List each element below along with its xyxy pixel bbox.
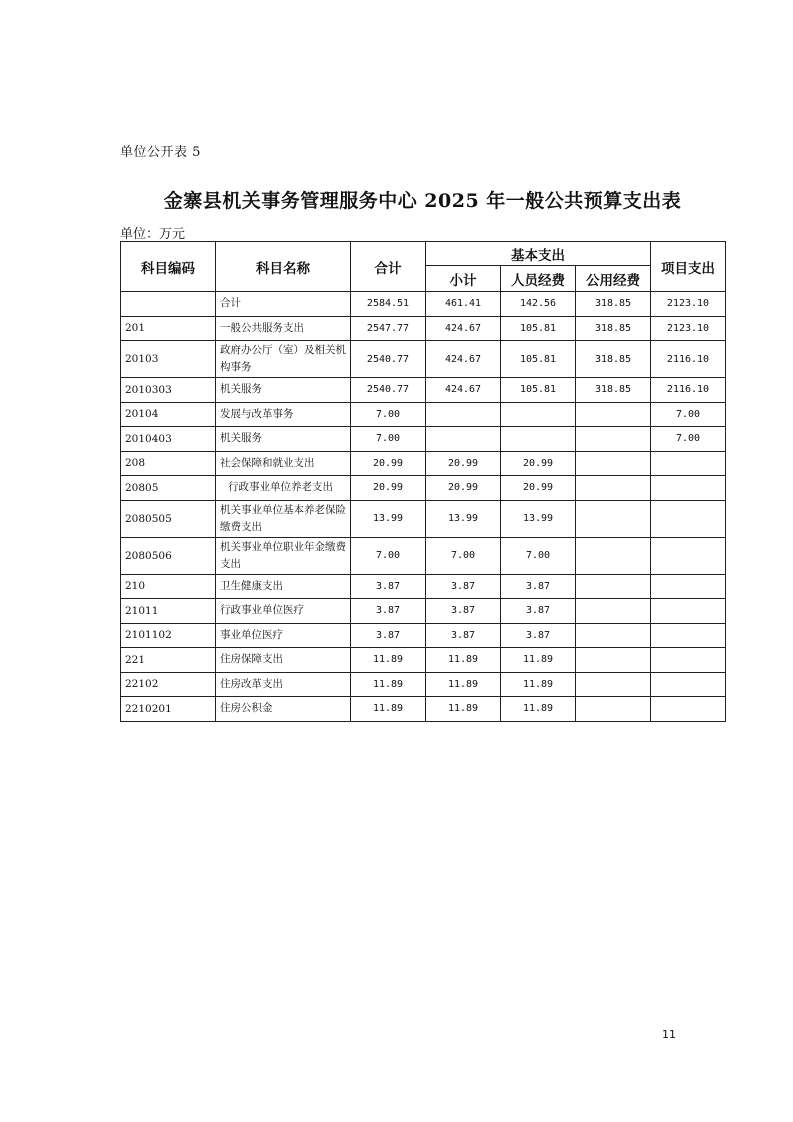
cell-public: [576, 402, 651, 427]
cell-name: 行政事业单位医疗: [216, 599, 351, 624]
cell-public: [576, 648, 651, 673]
cell-name: 住房公积金: [216, 697, 351, 722]
cell-code: 2080505: [121, 500, 216, 537]
cell-subtotal: [426, 402, 501, 427]
header-subtotal: 小计: [426, 266, 501, 292]
cell-personnel: 11.89: [501, 697, 576, 722]
cell-total: 3.87: [351, 599, 426, 624]
table-row: [121, 697, 726, 722]
cell-total: 7.00: [351, 537, 426, 574]
cell-total: 7.00: [351, 402, 426, 427]
cell-name: 政府办公厅（室）及相关机构事务: [216, 341, 351, 378]
cell-personnel: [501, 427, 576, 452]
table-row: [121, 574, 726, 599]
cell-name: 社会保障和就业支出: [216, 451, 351, 476]
cell-personnel: [501, 402, 576, 427]
cell-name: 事业单位医疗: [216, 623, 351, 648]
cell-name: 合计: [216, 292, 351, 317]
table-row: [121, 451, 726, 476]
cell-public: [576, 623, 651, 648]
unit-label: 单位：万元: [120, 227, 186, 242]
cell-public: [576, 476, 651, 501]
table-row: [121, 341, 726, 378]
cell-personnel: 105.81: [501, 341, 576, 378]
cell-project: 2116.10: [651, 378, 726, 403]
cell-project: 2116.10: [651, 341, 726, 378]
cell-code: 2080506: [121, 537, 216, 574]
cell-personnel: 20.99: [501, 476, 576, 501]
cell-personnel: 142.56: [501, 292, 576, 317]
cell-code: 21011: [121, 599, 216, 624]
cell-total: 7.00: [351, 427, 426, 452]
cell-total: 2547.77: [351, 316, 426, 341]
cell-subtotal: 424.67: [426, 378, 501, 403]
cell-total: 2584.51: [351, 292, 426, 317]
table-row: [121, 378, 726, 403]
cell-subtotal: 424.67: [426, 316, 501, 341]
table-body: [121, 292, 726, 722]
cell-personnel: 3.87: [501, 599, 576, 624]
cell-subtotal: [426, 427, 501, 452]
cell-code: 2010403: [121, 427, 216, 452]
cell-name: 机关事业单位职业年金缴费支出: [216, 537, 351, 574]
cell-name: 行政事业单位养老支出: [216, 476, 351, 501]
cell-code: 208: [121, 451, 216, 476]
cell-personnel: 3.87: [501, 574, 576, 599]
table-row: [121, 648, 726, 673]
table-row: [121, 427, 726, 452]
cell-subtotal: 7.00: [426, 537, 501, 574]
cell-personnel: 20.99: [501, 451, 576, 476]
cell-code: [121, 292, 216, 317]
cell-name: 机关服务: [216, 378, 351, 403]
cell-public: [576, 697, 651, 722]
cell-project: 7.00: [651, 402, 726, 427]
cell-code: 20805: [121, 476, 216, 501]
cell-name: 住房保障支出: [216, 648, 351, 673]
cell-code: 2010303: [121, 378, 216, 403]
cell-personnel: 7.00: [501, 537, 576, 574]
cell-public: [576, 427, 651, 452]
table-row: [121, 599, 726, 624]
cell-total: 20.99: [351, 451, 426, 476]
cell-code: 210: [121, 574, 216, 599]
cell-project: [651, 697, 726, 722]
cell-project: 2123.10: [651, 292, 726, 317]
cell-public: [576, 537, 651, 574]
table-row: [121, 500, 726, 537]
cell-project: [651, 574, 726, 599]
cell-subtotal: 20.99: [426, 451, 501, 476]
cell-code: 22102: [121, 672, 216, 697]
cell-project: 7.00: [651, 427, 726, 452]
table-row: [121, 672, 726, 697]
cell-public: [576, 500, 651, 537]
cell-subtotal: 20.99: [426, 476, 501, 501]
cell-total: 13.99: [351, 500, 426, 537]
cell-name: 住房改革支出: [216, 672, 351, 697]
cell-subtotal: 11.89: [426, 648, 501, 673]
cell-total: 11.89: [351, 672, 426, 697]
cell-public: [576, 599, 651, 624]
cell-total: 11.89: [351, 697, 426, 722]
cell-project: [651, 537, 726, 574]
cell-personnel: 11.89: [501, 648, 576, 673]
cell-subtotal: 3.87: [426, 574, 501, 599]
cell-public: 318.85: [576, 316, 651, 341]
cell-code: 2210201: [121, 697, 216, 722]
cell-name: 机关服务: [216, 427, 351, 452]
cell-total: 11.89: [351, 648, 426, 673]
cell-personnel: 11.89: [501, 672, 576, 697]
cell-public: [576, 451, 651, 476]
cell-code: 2101102: [121, 623, 216, 648]
cell-code: 201: [121, 316, 216, 341]
header-basic: 基本支出: [426, 242, 651, 266]
cell-subtotal: 3.87: [426, 623, 501, 648]
cell-name: 卫生健康支出: [216, 574, 351, 599]
cell-public: [576, 672, 651, 697]
table-row: [121, 623, 726, 648]
cell-personnel: 3.87: [501, 623, 576, 648]
cell-code: 221: [121, 648, 216, 673]
cell-total: 2540.77: [351, 378, 426, 403]
header-code: 科目编码: [121, 242, 216, 292]
header-total: 合计: [351, 242, 426, 292]
cell-project: [651, 672, 726, 697]
page-title: 金寨县机关事务管理服务中心 2025 年一般公共预算支出表: [163, 190, 682, 212]
cell-public: 318.85: [576, 341, 651, 378]
cell-public: 318.85: [576, 378, 651, 403]
table-row: [121, 292, 726, 317]
budget-table: [120, 241, 726, 722]
cell-public: [576, 574, 651, 599]
table-row: [121, 402, 726, 427]
cell-name: 机关事业单位基本养老保险缴费支出: [216, 500, 351, 537]
header-personnel: 人员经费: [501, 266, 576, 292]
header-project: 项目支出: [651, 242, 726, 292]
cell-code: 20104: [121, 402, 216, 427]
cell-project: [651, 648, 726, 673]
table-header: [121, 242, 726, 292]
cell-subtotal: 11.89: [426, 697, 501, 722]
cell-total: 20.99: [351, 476, 426, 501]
cell-subtotal: 11.89: [426, 672, 501, 697]
cell-name: 一般公共服务支出: [216, 316, 351, 341]
table-row: [121, 476, 726, 501]
cell-personnel: 13.99: [501, 500, 576, 537]
table-label: 单位公开表 5: [120, 145, 201, 160]
cell-total: 3.87: [351, 623, 426, 648]
page-number: 11: [662, 1028, 676, 1041]
cell-code: 20103: [121, 341, 216, 378]
cell-subtotal: 13.99: [426, 500, 501, 537]
cell-project: 2123.10: [651, 316, 726, 341]
cell-subtotal: 3.87: [426, 599, 501, 624]
cell-project: [651, 476, 726, 501]
header-public: 公用经费: [576, 266, 651, 292]
table-row: [121, 316, 726, 341]
cell-project: [651, 451, 726, 476]
cell-personnel: 105.81: [501, 378, 576, 403]
cell-name: 发展与改革事务: [216, 402, 351, 427]
cell-project: [651, 623, 726, 648]
cell-public: 318.85: [576, 292, 651, 317]
cell-personnel: 105.81: [501, 316, 576, 341]
table-row: [121, 537, 726, 574]
cell-subtotal: 424.67: [426, 341, 501, 378]
cell-subtotal: 461.41: [426, 292, 501, 317]
cell-total: 3.87: [351, 574, 426, 599]
cell-project: [651, 500, 726, 537]
cell-project: [651, 599, 726, 624]
cell-total: 2540.77: [351, 341, 426, 378]
header-name: 科目名称: [216, 242, 351, 292]
